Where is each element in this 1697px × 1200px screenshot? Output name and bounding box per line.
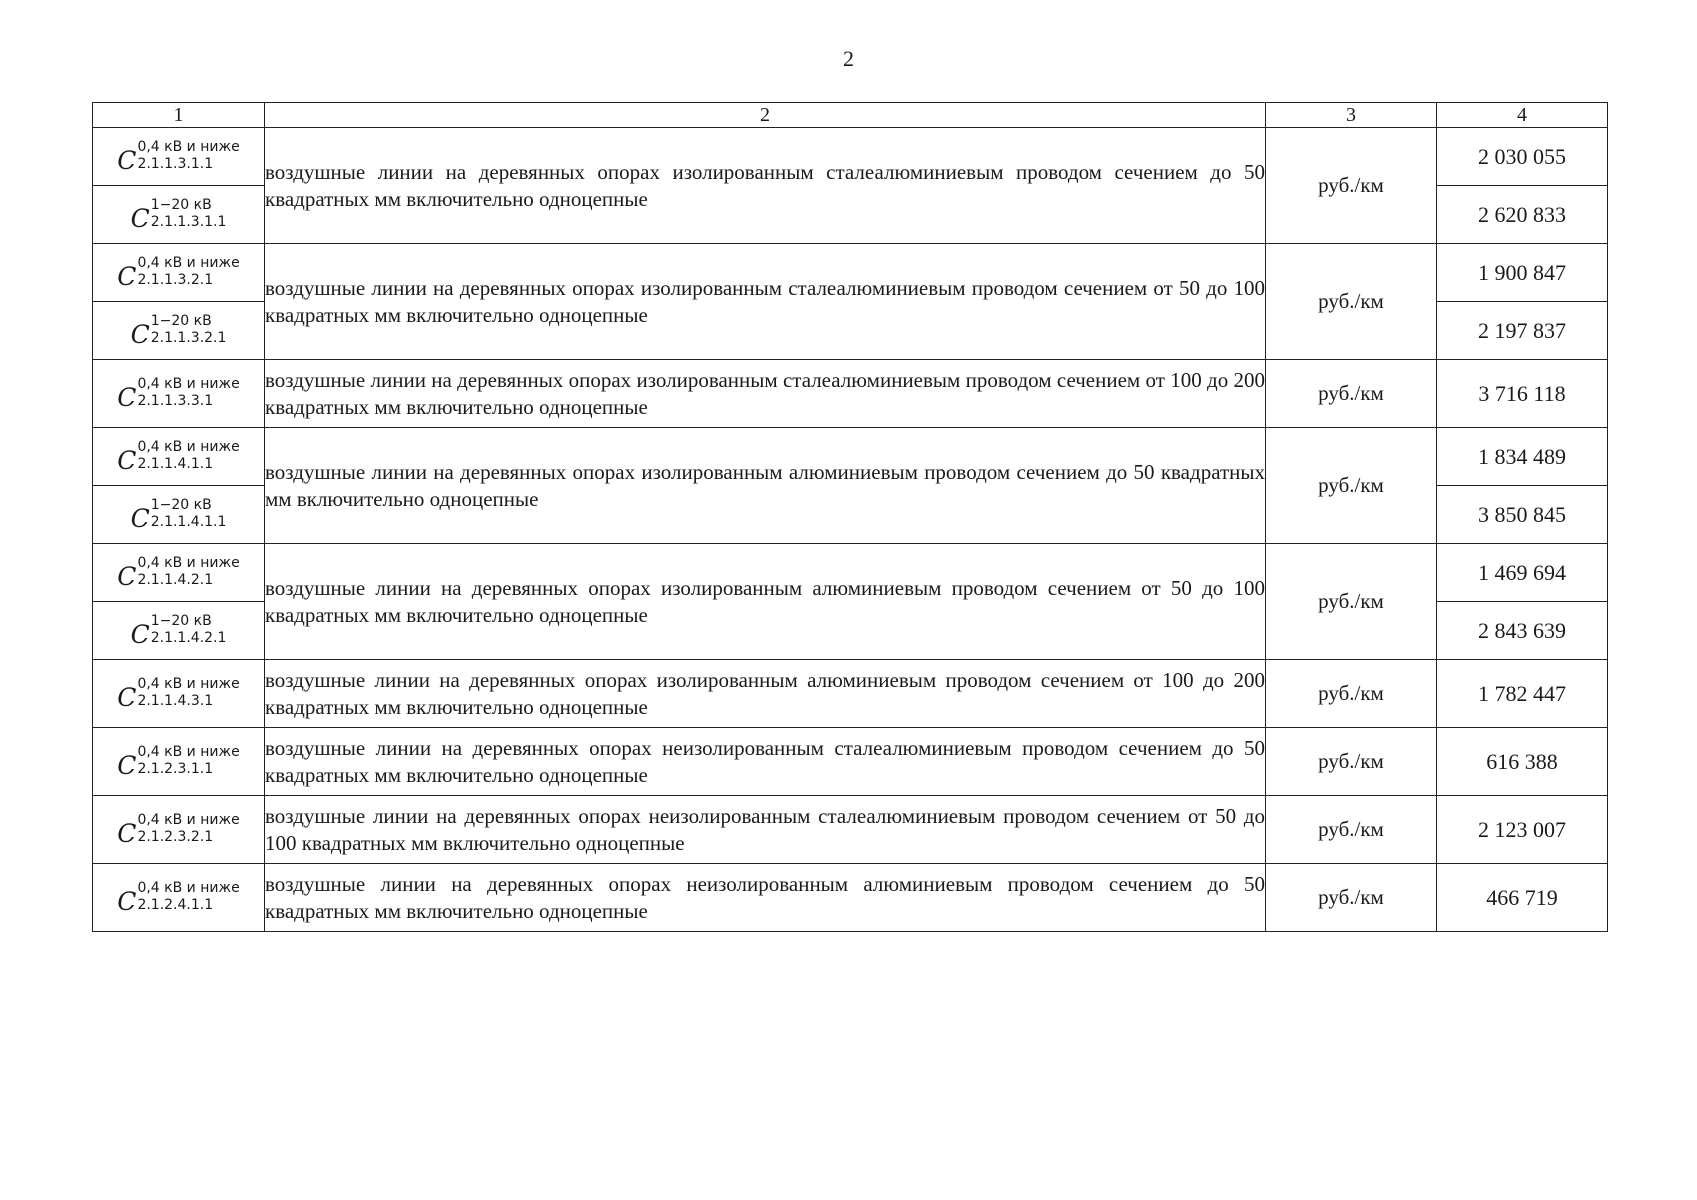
code-voltage: 0,4 кВ и ниже xyxy=(137,811,240,828)
value-cell: 2 030 055 xyxy=(1437,128,1608,186)
header-col-1: 1 xyxy=(93,103,265,128)
code-scripts xyxy=(137,556,239,588)
code-scripts xyxy=(151,198,227,230)
table-row xyxy=(93,544,1608,602)
code-scripts xyxy=(137,140,239,172)
code-scripts xyxy=(151,498,227,530)
value-cell: 1 469 694 xyxy=(1437,544,1608,602)
table-row xyxy=(93,128,1608,186)
description-cell: воздушные линии на деревянных опорах изолированным алюминиевым проводом сечением от 50 до 100 квадратных мм включительно одноцепные xyxy=(265,544,1266,660)
rate-code xyxy=(117,677,239,710)
value-cell: 3 716 118 xyxy=(1437,360,1608,428)
page-number: 2 xyxy=(843,46,854,71)
code-symbol: C xyxy=(130,503,150,533)
code-number: 2.1.1.4.1.1 xyxy=(137,455,214,472)
unit-cell: руб./км xyxy=(1266,660,1437,728)
code-voltage: 0,4 кВ и ниже xyxy=(137,554,240,571)
value-cell: 2 843 639 xyxy=(1437,602,1608,660)
code-voltage: 0,4 кВ и ниже xyxy=(137,375,240,392)
value-cell: 1 900 847 xyxy=(1437,244,1608,302)
code-scripts xyxy=(137,440,239,472)
code-cell xyxy=(93,428,265,486)
table-row xyxy=(93,360,1608,428)
rate-code xyxy=(117,745,239,778)
code-symbol: C xyxy=(117,145,137,175)
description-cell: воздушные линии на деревянных опорах изолированным сталеалюминиевым проводом сечением от 100 до 200 квадратных мм включительно одноцепные xyxy=(265,360,1266,428)
description-cell: воздушные линии на деревянных опорах изолированным алюминиевым проводом сечением от 100 до 200 квадратных мм включительно одноцепные xyxy=(265,660,1266,728)
rates-table-body xyxy=(93,103,1608,932)
code-scripts xyxy=(137,813,239,845)
rates-table xyxy=(92,102,1608,932)
code-number: 2.1.2.4.1.1 xyxy=(137,896,214,913)
header-col-3: 3 xyxy=(1266,103,1437,128)
value-cell: 616 388 xyxy=(1437,728,1608,796)
rate-code xyxy=(117,556,239,589)
code-voltage: 1−20 кВ xyxy=(150,496,212,513)
code-cell xyxy=(93,186,265,244)
code-number: 2.1.1.3.1.1 xyxy=(150,213,227,230)
value-cell: 2 620 833 xyxy=(1437,186,1608,244)
description-cell: воздушные линии на деревянных опорах изолированным алюминиевым проводом сечением до 50 квадратных мм включительно одноцепные xyxy=(265,428,1266,544)
code-scripts xyxy=(137,677,239,709)
code-scripts xyxy=(151,614,227,646)
code-number: 2.1.1.3.2.1 xyxy=(150,329,227,346)
code-number: 2.1.1.4.1.1 xyxy=(150,513,227,530)
table-row xyxy=(93,660,1608,728)
value-cell: 2 123 007 xyxy=(1437,796,1608,864)
rate-code xyxy=(117,440,239,473)
value-cell: 1 782 447 xyxy=(1437,660,1608,728)
code-symbol: C xyxy=(117,382,137,412)
code-scripts xyxy=(151,314,227,346)
code-number: 2.1.1.4.3.1 xyxy=(137,692,214,709)
code-cell xyxy=(93,302,265,360)
header-col-2: 2 xyxy=(265,103,1266,128)
code-cell xyxy=(93,486,265,544)
code-scripts xyxy=(137,881,239,913)
rate-code xyxy=(131,498,227,531)
code-number: 2.1.1.3.2.1 xyxy=(137,271,214,288)
code-number: 2.1.2.3.1.1 xyxy=(137,760,214,777)
header-row xyxy=(93,103,1608,128)
unit-cell: руб./км xyxy=(1266,864,1437,932)
code-symbol: C xyxy=(117,818,137,848)
code-symbol: C xyxy=(117,261,137,291)
code-voltage: 0,4 кВ и ниже xyxy=(137,254,240,271)
code-voltage: 0,4 кВ и ниже xyxy=(137,743,240,760)
code-voltage: 0,4 кВ и ниже xyxy=(137,675,240,692)
code-symbol: C xyxy=(117,445,137,475)
rate-code xyxy=(131,614,227,647)
code-voltage: 0,4 кВ и ниже xyxy=(137,438,240,455)
code-cell xyxy=(93,128,265,186)
rate-code xyxy=(117,881,239,914)
unit-cell: руб./км xyxy=(1266,128,1437,244)
rate-code xyxy=(117,140,239,173)
code-number: 2.1.1.4.2.1 xyxy=(137,571,214,588)
code-symbol: C xyxy=(130,203,150,233)
code-cell xyxy=(93,602,265,660)
header-col-4: 4 xyxy=(1437,103,1608,128)
code-cell xyxy=(93,244,265,302)
code-symbol: C xyxy=(117,750,137,780)
table-row xyxy=(93,864,1608,932)
code-scripts xyxy=(137,745,239,777)
code-cell xyxy=(93,796,265,864)
unit-cell: руб./км xyxy=(1266,796,1437,864)
code-symbol: C xyxy=(117,682,137,712)
description-cell: воздушные линии на деревянных опорах изолированным сталеалюминиевым проводом сечением от 50 до 100 квадратных мм включительно одноцепные xyxy=(265,244,1266,360)
unit-cell: руб./км xyxy=(1266,544,1437,660)
rate-code xyxy=(117,256,239,289)
rate-code xyxy=(131,198,227,231)
code-voltage: 1−20 кВ xyxy=(150,612,212,629)
code-symbol: C xyxy=(117,886,137,916)
code-number: 2.1.1.3.3.1 xyxy=(137,392,214,409)
code-voltage: 0,4 кВ и ниже xyxy=(137,138,240,155)
code-cell xyxy=(93,728,265,796)
table-row xyxy=(93,244,1608,302)
unit-cell: руб./км xyxy=(1266,360,1437,428)
code-cell xyxy=(93,864,265,932)
rate-code xyxy=(117,377,239,410)
unit-cell: руб./км xyxy=(1266,728,1437,796)
code-voltage: 1−20 кВ xyxy=(150,312,212,329)
description-cell: воздушные линии на деревянных опорах неизолированным сталеалюминиевым проводом сечением до 50 квадратных мм включительно одноцепные xyxy=(265,728,1266,796)
code-number: 2.1.1.3.1.1 xyxy=(137,155,214,172)
code-symbol: C xyxy=(117,561,137,591)
value-cell: 466 719 xyxy=(1437,864,1608,932)
code-voltage: 0,4 кВ и ниже xyxy=(137,879,240,896)
code-voltage: 1−20 кВ xyxy=(150,196,212,213)
code-scripts xyxy=(137,377,239,409)
code-symbol: C xyxy=(130,319,150,349)
code-number: 2.1.1.4.2.1 xyxy=(150,629,227,646)
value-cell: 3 850 845 xyxy=(1437,486,1608,544)
unit-cell: руб./км xyxy=(1266,428,1437,544)
description-cell: воздушные линии на деревянных опорах неизолированным сталеалюминиевым проводом сечением от 50 до 100 квадратных мм включительно одноцепные xyxy=(265,796,1266,864)
unit-cell: руб./км xyxy=(1266,244,1437,360)
table-row xyxy=(93,796,1608,864)
value-cell: 1 834 489 xyxy=(1437,428,1608,486)
description-cell: воздушные линии на деревянных опорах неизолированным алюминиевым проводом сечением до 50 квадратных мм включительно одноцепные xyxy=(265,864,1266,932)
value-cell: 2 197 837 xyxy=(1437,302,1608,360)
description-cell: воздушные линии на деревянных опорах изолированным сталеалюминиевым проводом сечением до 50 квадратных мм включительно одноцепные xyxy=(265,128,1266,244)
code-number: 2.1.2.3.2.1 xyxy=(137,828,214,845)
code-scripts xyxy=(137,256,239,288)
code-cell xyxy=(93,544,265,602)
table-row xyxy=(93,728,1608,796)
rate-code xyxy=(131,314,227,347)
code-cell xyxy=(93,660,265,728)
code-cell xyxy=(93,360,265,428)
rate-code xyxy=(117,813,239,846)
code-symbol: C xyxy=(130,619,150,649)
table-row xyxy=(93,428,1608,486)
